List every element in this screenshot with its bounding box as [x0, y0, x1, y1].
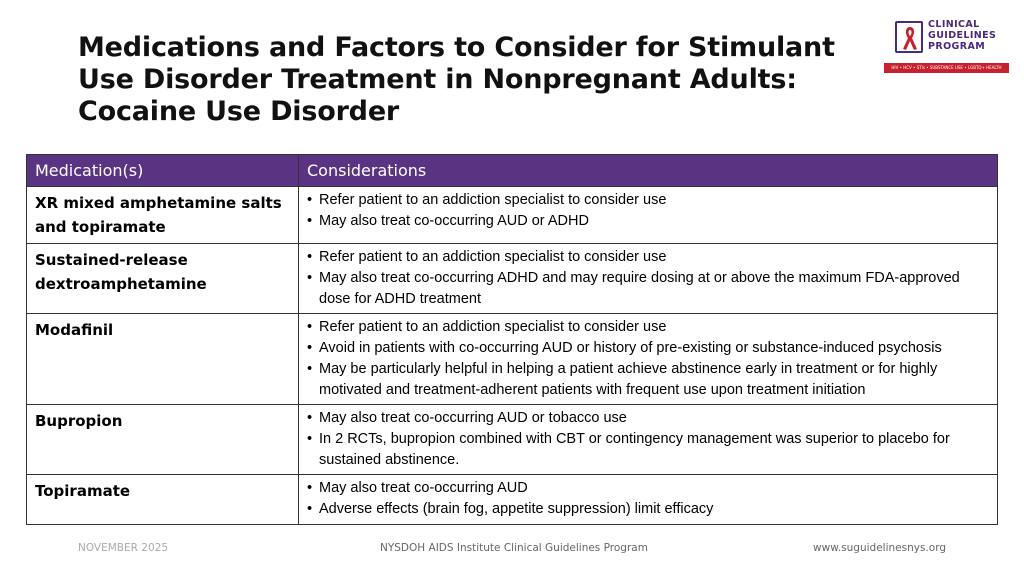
- considerations-cell: [299, 187, 998, 244]
- program-logo: [884, 18, 1009, 76]
- table-header-row: [27, 155, 998, 187]
- logo-emblem: [895, 21, 923, 53]
- medication-name: Bupropion: [27, 405, 299, 475]
- logo-line-2: GUIDELINES: [928, 30, 997, 41]
- table-row: [27, 244, 998, 314]
- logo-tagline: HIV • HCV • STIs • SUBSTANCE USE • LGBTQ+ HEALTH: [884, 63, 1009, 73]
- medications-table: [26, 154, 998, 525]
- considerations-cell: [299, 314, 998, 405]
- table-row: [27, 314, 998, 405]
- considerations-cell: [299, 405, 998, 475]
- consideration-item: • Refer patient to an addiction specialist to consider use: [307, 317, 989, 338]
- page-title: Medications and Factors to Consider for Stimulant Use Disorder Treatment in Nonpregnant Adults: Cocaine Use Disorder: [78, 32, 835, 127]
- consideration-item: • Adverse effects (brain fog, appetite suppression) limit efficacy: [307, 499, 989, 520]
- logo-wordmark: [928, 19, 1008, 52]
- header-considerations: Considerations: [299, 155, 998, 187]
- consideration-item: • May also treat co-occurring AUD: [307, 478, 989, 499]
- consideration-item: • May also treat co-occurring AUD or tobacco use: [307, 408, 989, 429]
- consideration-item: • Avoid in patients with co-occurring AUD or history of pre-existing or substance-induced psychosis: [307, 338, 989, 359]
- table-row: [27, 405, 998, 475]
- considerations-cell: [299, 475, 998, 525]
- consideration-item: • May also treat co-occurring AUD or ADHD: [307, 211, 989, 232]
- table-row: [27, 187, 998, 244]
- consideration-item: • May also treat co-occurring ADHD and may require dosing at or above the maximum FDA-approved dose for ADHD treatment: [307, 268, 989, 310]
- logo-line-1: CLINICAL: [928, 19, 980, 30]
- medication-name: XR mixed amphetamine salts and topiramate: [27, 187, 299, 244]
- footer-url: www.suguidelinesnys.org: [813, 542, 946, 554]
- footer-date: NOVEMBER 2025: [78, 542, 169, 554]
- logo-line-3: PROGRAM: [928, 41, 986, 52]
- table-row: [27, 475, 998, 525]
- medication-name: Sustained-release dextroamphetamine: [27, 244, 299, 314]
- awareness-ribbon-icon: [900, 25, 920, 51]
- consideration-item: • In 2 RCTs, bupropion combined with CBT or contingency management was superior to placebo for sustained abstinence.: [307, 429, 989, 471]
- medication-name: Topiramate: [27, 475, 299, 525]
- consideration-item: • May be particularly helpful in helping a patient achieve abstinence early in treatment or for highly motivated and treatment-adherent patients with frequent use upon treatment initiation: [307, 359, 989, 401]
- footer-program-name: NYSDOH AIDS Institute Clinical Guidelines Program: [380, 542, 648, 554]
- consideration-item: • Refer patient to an addiction specialist to consider use: [307, 190, 989, 211]
- medication-name: Modafinil: [27, 314, 299, 405]
- considerations-cell: [299, 244, 998, 314]
- header-medications: Medication(s): [27, 155, 299, 187]
- consideration-item: • Refer patient to an addiction specialist to consider use: [307, 247, 989, 268]
